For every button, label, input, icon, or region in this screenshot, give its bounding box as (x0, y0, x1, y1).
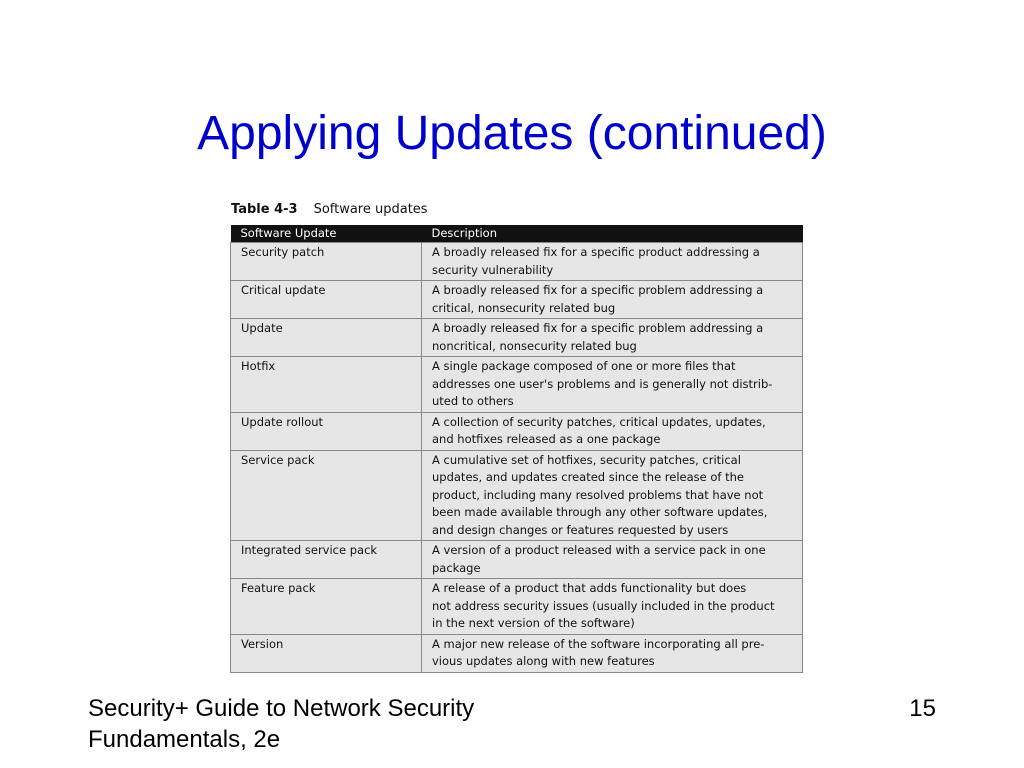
table-row (231, 634, 803, 672)
footer-book-title (88, 693, 474, 755)
footer-line-2: Fundamentals, 2e (88, 726, 281, 753)
table-header-row (231, 225, 803, 243)
table-row (231, 541, 803, 579)
update-type-cell: Service pack (231, 450, 422, 541)
description-line: addresses one user's problems and is generally not distrib- (432, 376, 773, 391)
table-caption (231, 202, 428, 217)
description-cell (422, 634, 803, 672)
description-line: in the next version of the software) (432, 616, 635, 630)
description-line: critical, nonsecurity related bug (432, 300, 616, 315)
description-cell (422, 357, 803, 413)
description-line: A broadly released fix for a specific problem addressing a (432, 321, 764, 335)
description-line: package (432, 560, 481, 575)
software-updates-table (230, 225, 803, 673)
description-line: been made available through any other software updates, (432, 505, 768, 519)
description-line: noncritical, nonsecurity related bug (432, 338, 637, 353)
description-line: A release of a product that adds functionality but does (432, 581, 747, 595)
description-cell (422, 281, 803, 319)
description-line: security vulnerability (432, 262, 554, 277)
description-line: A version of a product released with a service pack in one (432, 543, 766, 557)
description-line: product, including many resolved problems that have not (432, 487, 764, 502)
table-body (231, 243, 803, 673)
description-cell (422, 412, 803, 450)
description-line: and design changes or features requested by users (432, 522, 729, 537)
table-row (231, 243, 803, 281)
table-caption-title: Software updates (313, 202, 428, 217)
description-line: and hotfixes released as a one package (432, 432, 661, 446)
update-type-cell: Feature pack (231, 579, 422, 635)
description-cell (422, 243, 803, 281)
description-line: A collection of security patches, critical updates, updates, (432, 414, 766, 429)
update-type-cell: Security patch (231, 243, 422, 281)
description-cell (422, 450, 803, 541)
update-type-cell: Update (231, 319, 422, 357)
table-row (231, 319, 803, 357)
table-row (231, 357, 803, 413)
slide-title: Applying Updates (continued) (197, 107, 827, 160)
description-line: A single package composed of one or more files that (432, 359, 736, 373)
table-caption-number: Table 4-3 (231, 202, 298, 217)
page-number: 15 (909, 695, 936, 722)
update-type-cell: Integrated service pack (231, 541, 422, 579)
table-row (231, 281, 803, 319)
description-line: A cumulative set of hotfixes, security patches, critical (432, 452, 741, 467)
description-line: A major new release of the software incorporating all pre- (432, 636, 765, 651)
description-line: uted to others (432, 394, 514, 408)
update-type-cell: Version (231, 634, 422, 672)
description-cell (422, 319, 803, 357)
description-line: not address security issues (usually included in the product (432, 598, 775, 613)
description-line: vious updates along with new features (432, 654, 655, 668)
description-line: A broadly released fix for a specific product addressing a (432, 245, 760, 259)
footer-line-1: Security+ Guide to Network Security (88, 695, 475, 722)
update-type-cell: Hotfix (231, 357, 422, 413)
description-line: updates, and updates created since the release of the (432, 470, 744, 484)
update-type-cell: Critical update (231, 281, 422, 319)
table-row (231, 579, 803, 635)
column-header-description: Description (422, 225, 803, 243)
description-cell (422, 579, 803, 635)
description-cell (422, 541, 803, 579)
table-row (231, 450, 803, 541)
table-row (231, 412, 803, 450)
column-header-software-update: Software Update (231, 225, 422, 243)
description-line: A broadly released fix for a specific problem addressing a (432, 283, 764, 297)
update-type-cell: Update rollout (231, 412, 422, 450)
